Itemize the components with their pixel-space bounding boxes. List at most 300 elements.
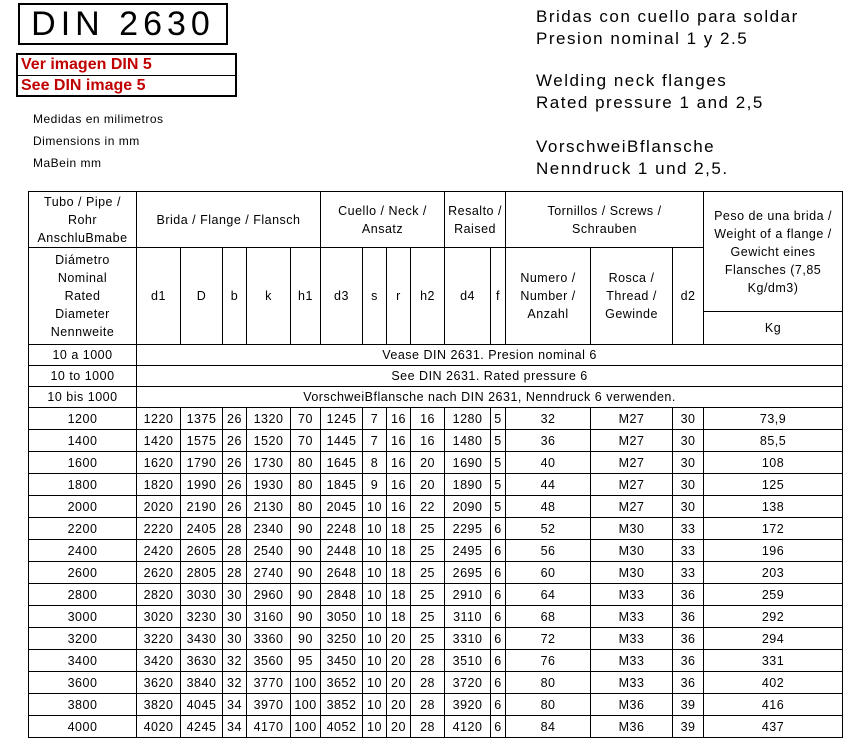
cell-numero: 56 (506, 540, 591, 562)
cell-h1: 100 (291, 694, 321, 716)
cell-b: 34 (223, 716, 247, 738)
cell-d4: 1280 (445, 408, 491, 430)
cell-d1: 2620 (137, 562, 181, 584)
cell-D: 1790 (181, 452, 223, 474)
cell-d1: 1420 (137, 430, 181, 452)
cell-k: 2740 (247, 562, 291, 584)
cell-k: 1930 (247, 474, 291, 496)
cell-f: 6 (491, 694, 506, 716)
header-tornillos: Tornillos / Screws / Schrauben (506, 192, 704, 248)
cell-r: 16 (387, 474, 411, 496)
reference-row (29, 366, 843, 387)
cell-d1: 2020 (137, 496, 181, 518)
cell-D: 4045 (181, 694, 223, 716)
flange-table (28, 191, 843, 738)
cell-h1: 90 (291, 562, 321, 584)
cell-k: 3970 (247, 694, 291, 716)
cell-h1: 95 (291, 650, 321, 672)
cell-s: 10 (363, 650, 387, 672)
description-de-line1: VorschweiBflansche (536, 137, 716, 156)
cell-d3: 2648 (321, 562, 363, 584)
table-row (29, 562, 843, 584)
cell-d3: 3852 (321, 694, 363, 716)
cell-peso: 259 (704, 584, 843, 606)
cell-h1: 90 (291, 584, 321, 606)
cell-rosca: M33 (591, 650, 673, 672)
cell-d1: 1820 (137, 474, 181, 496)
cell-h2: 20 (411, 474, 445, 496)
cell-peso: 196 (704, 540, 843, 562)
cell-numero: 40 (506, 452, 591, 474)
cell-dn: 2400 (29, 540, 137, 562)
cell-f: 5 (491, 496, 506, 518)
cell-s: 10 (363, 562, 387, 584)
cell-d3: 2248 (321, 518, 363, 540)
header-d4: d4 (445, 248, 491, 345)
cell-f: 5 (491, 474, 506, 496)
cell-rosca: M27 (591, 408, 673, 430)
cell-d2: 36 (673, 606, 704, 628)
description-es-line1: Bridas con cuello para soldar (536, 7, 799, 26)
cell-k: 3770 (247, 672, 291, 694)
header-peso: Peso de una brida / Weight of a flange / Gewicht eines Flansches (7,85 Kg/dm3) (704, 192, 843, 312)
cell-k: 3160 (247, 606, 291, 628)
cell-f: 6 (491, 716, 506, 738)
cell-k: 1320 (247, 408, 291, 430)
cell-peso: 437 (704, 716, 843, 738)
cell-f: 6 (491, 562, 506, 584)
cell-f: 5 (491, 408, 506, 430)
table-row (29, 606, 843, 628)
header-r: r (387, 248, 411, 345)
cell-d2: 39 (673, 716, 704, 738)
cell-d2: 39 (673, 694, 704, 716)
cell-h2: 28 (411, 716, 445, 738)
cell-dn: 3600 (29, 672, 137, 694)
cell-peso: 138 (704, 496, 843, 518)
cell-k: 1730 (247, 452, 291, 474)
reference-text: Vease DIN 2631. Presion nominal 6 (137, 345, 843, 366)
cell-peso: 172 (704, 518, 843, 540)
cell-d1: 3220 (137, 628, 181, 650)
cell-D: 3230 (181, 606, 223, 628)
cell-b: 34 (223, 694, 247, 716)
cell-b: 32 (223, 672, 247, 694)
header-numero: Numero / Number / Anzahl (506, 248, 591, 345)
cell-h1: 90 (291, 606, 321, 628)
reference-text: See DIN 2631. Rated pressure 6 (137, 366, 843, 387)
cell-h2: 16 (411, 430, 445, 452)
table-row (29, 518, 843, 540)
cell-peso: 402 (704, 672, 843, 694)
cell-peso: 294 (704, 628, 843, 650)
cell-d4: 1890 (445, 474, 491, 496)
cell-d1: 1220 (137, 408, 181, 430)
header-tubo: Tubo / Pipe / Rohr AnschluBmabe (29, 192, 137, 248)
cell-D: 1375 (181, 408, 223, 430)
cell-d1: 2820 (137, 584, 181, 606)
link-ver-imagen[interactable]: Ver imagen DIN 5 (18, 55, 235, 76)
cell-numero: 52 (506, 518, 591, 540)
header-kg: Kg (704, 312, 843, 345)
table-row (29, 540, 843, 562)
cell-d1: 1620 (137, 452, 181, 474)
cell-numero: 80 (506, 694, 591, 716)
cell-r: 20 (387, 694, 411, 716)
cell-r: 18 (387, 584, 411, 606)
header-rosca: Rosca / Thread / Gewinde (591, 248, 673, 345)
cell-r: 18 (387, 540, 411, 562)
cell-h1: 100 (291, 716, 321, 738)
cell-d1: 3420 (137, 650, 181, 672)
cell-D: 3430 (181, 628, 223, 650)
cell-b: 26 (223, 452, 247, 474)
cell-d2: 33 (673, 562, 704, 584)
cell-rosca: M27 (591, 474, 673, 496)
header-h2: h2 (411, 248, 445, 345)
cell-numero: 80 (506, 672, 591, 694)
cell-k: 4170 (247, 716, 291, 738)
cell-D: 2190 (181, 496, 223, 518)
cell-s: 10 (363, 672, 387, 694)
cell-f: 6 (491, 606, 506, 628)
cell-k: 3560 (247, 650, 291, 672)
cell-d2: 30 (673, 496, 704, 518)
table-row (29, 584, 843, 606)
cell-d4: 1690 (445, 452, 491, 474)
cell-dn: 2200 (29, 518, 137, 540)
cell-f: 6 (491, 540, 506, 562)
cell-h2: 16 (411, 408, 445, 430)
cell-peso: 85,5 (704, 430, 843, 452)
cell-d4: 2090 (445, 496, 491, 518)
cell-d2: 36 (673, 584, 704, 606)
cell-h1: 70 (291, 430, 321, 452)
cell-d3: 1645 (321, 452, 363, 474)
cell-f: 6 (491, 628, 506, 650)
cell-d4: 2695 (445, 562, 491, 584)
cell-r: 20 (387, 650, 411, 672)
header-D: D (181, 248, 223, 345)
cell-rosca: M36 (591, 694, 673, 716)
cell-b: 28 (223, 562, 247, 584)
cell-h1: 90 (291, 518, 321, 540)
cell-s: 10 (363, 716, 387, 738)
table-row (29, 628, 843, 650)
table-row (29, 452, 843, 474)
cell-d2: 30 (673, 474, 704, 496)
cell-b: 28 (223, 540, 247, 562)
cell-rosca: M27 (591, 496, 673, 518)
cell-d3: 2448 (321, 540, 363, 562)
cell-d4: 3110 (445, 606, 491, 628)
cell-h2: 25 (411, 562, 445, 584)
cell-rosca: M36 (591, 716, 673, 738)
cell-rosca: M30 (591, 562, 673, 584)
cell-rosca: M30 (591, 518, 673, 540)
cell-rosca: M30 (591, 540, 673, 562)
reference-range: 10 bis 1000 (29, 387, 137, 408)
cell-rosca: M33 (591, 606, 673, 628)
cell-h1: 90 (291, 628, 321, 650)
cell-D: 2405 (181, 518, 223, 540)
image-links (16, 53, 237, 97)
reference-text: VorschweiBflansche nach DIN 2631, Nenndruck 6 verwenden. (137, 387, 843, 408)
cell-d4: 3510 (445, 650, 491, 672)
cell-D: 1575 (181, 430, 223, 452)
cell-h2: 28 (411, 672, 445, 694)
cell-numero: 48 (506, 496, 591, 518)
cell-f: 6 (491, 672, 506, 694)
cell-d1: 2420 (137, 540, 181, 562)
cell-dn: 3000 (29, 606, 137, 628)
table-row (29, 650, 843, 672)
table-row (29, 672, 843, 694)
cell-d4: 3310 (445, 628, 491, 650)
description-de (536, 136, 729, 180)
cell-peso: 416 (704, 694, 843, 716)
cell-s: 10 (363, 496, 387, 518)
description-en-line2: Rated pressure 1 and 2,5 (536, 93, 764, 112)
cell-dn: 1400 (29, 430, 137, 452)
cell-b: 26 (223, 496, 247, 518)
cell-b: 26 (223, 474, 247, 496)
reference-range: 10 a 1000 (29, 345, 137, 366)
cell-d2: 30 (673, 430, 704, 452)
cell-d2: 36 (673, 628, 704, 650)
cell-k: 2340 (247, 518, 291, 540)
cell-peso: 292 (704, 606, 843, 628)
units-es: Medidas en milimetros (33, 112, 164, 126)
cell-numero: 36 (506, 430, 591, 452)
table-row (29, 430, 843, 452)
cell-d4: 4120 (445, 716, 491, 738)
cell-k: 2960 (247, 584, 291, 606)
header-f: f (491, 248, 506, 345)
cell-d3: 3250 (321, 628, 363, 650)
cell-b: 26 (223, 408, 247, 430)
cell-D: 4245 (181, 716, 223, 738)
header-diametro: Diámetro Nominal Rated Diameter Nennweite (29, 248, 137, 345)
cell-d1: 4020 (137, 716, 181, 738)
header-s: s (363, 248, 387, 345)
cell-d2: 33 (673, 540, 704, 562)
cell-dn: 1800 (29, 474, 137, 496)
cell-D: 2605 (181, 540, 223, 562)
cell-h2: 25 (411, 540, 445, 562)
cell-h1: 80 (291, 474, 321, 496)
table-row (29, 496, 843, 518)
cell-d4: 2910 (445, 584, 491, 606)
cell-b: 30 (223, 584, 247, 606)
cell-d3: 2045 (321, 496, 363, 518)
cell-h1: 80 (291, 496, 321, 518)
cell-peso: 125 (704, 474, 843, 496)
cell-d4: 2295 (445, 518, 491, 540)
cell-d2: 36 (673, 650, 704, 672)
cell-numero: 64 (506, 584, 591, 606)
cell-dn: 1200 (29, 408, 137, 430)
header-b: b (223, 248, 247, 345)
cell-h2: 25 (411, 606, 445, 628)
header-cuello: Cuello / Neck / Ansatz (321, 192, 445, 248)
cell-b: 30 (223, 628, 247, 650)
cell-d4: 2495 (445, 540, 491, 562)
cell-D: 3030 (181, 584, 223, 606)
cell-rosca: M27 (591, 430, 673, 452)
cell-rosca: M33 (591, 584, 673, 606)
cell-r: 16 (387, 452, 411, 474)
cell-s: 9 (363, 474, 387, 496)
units-note (33, 108, 164, 174)
cell-d3: 1845 (321, 474, 363, 496)
header-h1: h1 (291, 248, 321, 345)
cell-h1: 90 (291, 540, 321, 562)
cell-d3: 1445 (321, 430, 363, 452)
cell-f: 6 (491, 650, 506, 672)
cell-r: 18 (387, 562, 411, 584)
table-row (29, 474, 843, 496)
cell-d1: 3620 (137, 672, 181, 694)
cell-h2: 28 (411, 694, 445, 716)
cell-d4: 1480 (445, 430, 491, 452)
cell-numero: 44 (506, 474, 591, 496)
cell-d4: 3920 (445, 694, 491, 716)
description-en-line1: Welding neck flanges (536, 71, 728, 90)
description-es (536, 6, 799, 50)
cell-f: 6 (491, 518, 506, 540)
cell-peso: 331 (704, 650, 843, 672)
cell-d1: 2220 (137, 518, 181, 540)
cell-dn: 4000 (29, 716, 137, 738)
cell-r: 16 (387, 408, 411, 430)
cell-d1: 3820 (137, 694, 181, 716)
cell-D: 2805 (181, 562, 223, 584)
cell-s: 10 (363, 584, 387, 606)
cell-k: 2130 (247, 496, 291, 518)
table-row (29, 408, 843, 430)
description-es-line2: Presion nominal 1 y 2.5 (536, 29, 749, 48)
cell-d2: 33 (673, 518, 704, 540)
cell-d3: 1245 (321, 408, 363, 430)
cell-r: 20 (387, 628, 411, 650)
cell-d3: 3652 (321, 672, 363, 694)
cell-h2: 20 (411, 452, 445, 474)
cell-b: 28 (223, 518, 247, 540)
cell-r: 18 (387, 518, 411, 540)
cell-r: 20 (387, 716, 411, 738)
reference-range: 10 to 1000 (29, 366, 137, 387)
cell-b: 30 (223, 606, 247, 628)
cell-rosca: M27 (591, 452, 673, 474)
link-see-image[interactable]: See DIN image 5 (21, 77, 146, 94)
cell-r: 20 (387, 672, 411, 694)
cell-s: 8 (363, 452, 387, 474)
units-en: Dimensions in mm (33, 134, 140, 148)
cell-f: 5 (491, 452, 506, 474)
cell-s: 10 (363, 628, 387, 650)
cell-s: 10 (363, 606, 387, 628)
cell-s: 10 (363, 540, 387, 562)
cell-r: 18 (387, 606, 411, 628)
cell-d3: 3450 (321, 650, 363, 672)
cell-s: 10 (363, 518, 387, 540)
cell-rosca: M33 (591, 672, 673, 694)
cell-k: 3360 (247, 628, 291, 650)
cell-d1: 3020 (137, 606, 181, 628)
cell-D: 1990 (181, 474, 223, 496)
header-brida: Brida / Flange / Flansch (137, 192, 321, 248)
document-title: DIN 2630 (18, 3, 228, 45)
cell-s: 10 (363, 694, 387, 716)
description-en (536, 70, 764, 114)
cell-rosca: M33 (591, 628, 673, 650)
cell-s: 7 (363, 430, 387, 452)
cell-f: 6 (491, 584, 506, 606)
cell-r: 16 (387, 430, 411, 452)
header-d1: d1 (137, 248, 181, 345)
reference-row (29, 345, 843, 366)
cell-h2: 25 (411, 518, 445, 540)
cell-dn: 1600 (29, 452, 137, 474)
units-de: MaBein mm (33, 156, 102, 170)
cell-d2: 30 (673, 408, 704, 430)
cell-numero: 72 (506, 628, 591, 650)
cell-dn: 2000 (29, 496, 137, 518)
cell-b: 26 (223, 430, 247, 452)
header-resalto: Resalto / Raised (445, 192, 506, 248)
table-row (29, 716, 843, 738)
cell-h1: 100 (291, 672, 321, 694)
cell-d2: 30 (673, 452, 704, 474)
header-d2: d2 (673, 248, 704, 345)
cell-h1: 70 (291, 408, 321, 430)
cell-numero: 68 (506, 606, 591, 628)
cell-numero: 32 (506, 408, 591, 430)
cell-D: 3840 (181, 672, 223, 694)
cell-h1: 80 (291, 452, 321, 474)
cell-h2: 28 (411, 650, 445, 672)
cell-k: 2540 (247, 540, 291, 562)
cell-h2: 22 (411, 496, 445, 518)
cell-peso: 108 (704, 452, 843, 474)
cell-d2: 36 (673, 672, 704, 694)
cell-peso: 203 (704, 562, 843, 584)
cell-numero: 76 (506, 650, 591, 672)
cell-numero: 84 (506, 716, 591, 738)
cell-dn: 2800 (29, 584, 137, 606)
header-d3: d3 (321, 248, 363, 345)
cell-D: 3630 (181, 650, 223, 672)
table-row (29, 694, 843, 716)
cell-dn: 3200 (29, 628, 137, 650)
cell-h2: 25 (411, 628, 445, 650)
cell-dn: 3800 (29, 694, 137, 716)
header-k: k (247, 248, 291, 345)
cell-peso: 73,9 (704, 408, 843, 430)
cell-d4: 3720 (445, 672, 491, 694)
cell-dn: 3400 (29, 650, 137, 672)
cell-numero: 60 (506, 562, 591, 584)
description-de-line2: Nenndruck 1 und 2,5. (536, 159, 729, 178)
cell-k: 1520 (247, 430, 291, 452)
cell-d3: 3050 (321, 606, 363, 628)
cell-s: 7 (363, 408, 387, 430)
cell-d3: 2848 (321, 584, 363, 606)
cell-h2: 25 (411, 584, 445, 606)
cell-f: 5 (491, 430, 506, 452)
cell-dn: 2600 (29, 562, 137, 584)
